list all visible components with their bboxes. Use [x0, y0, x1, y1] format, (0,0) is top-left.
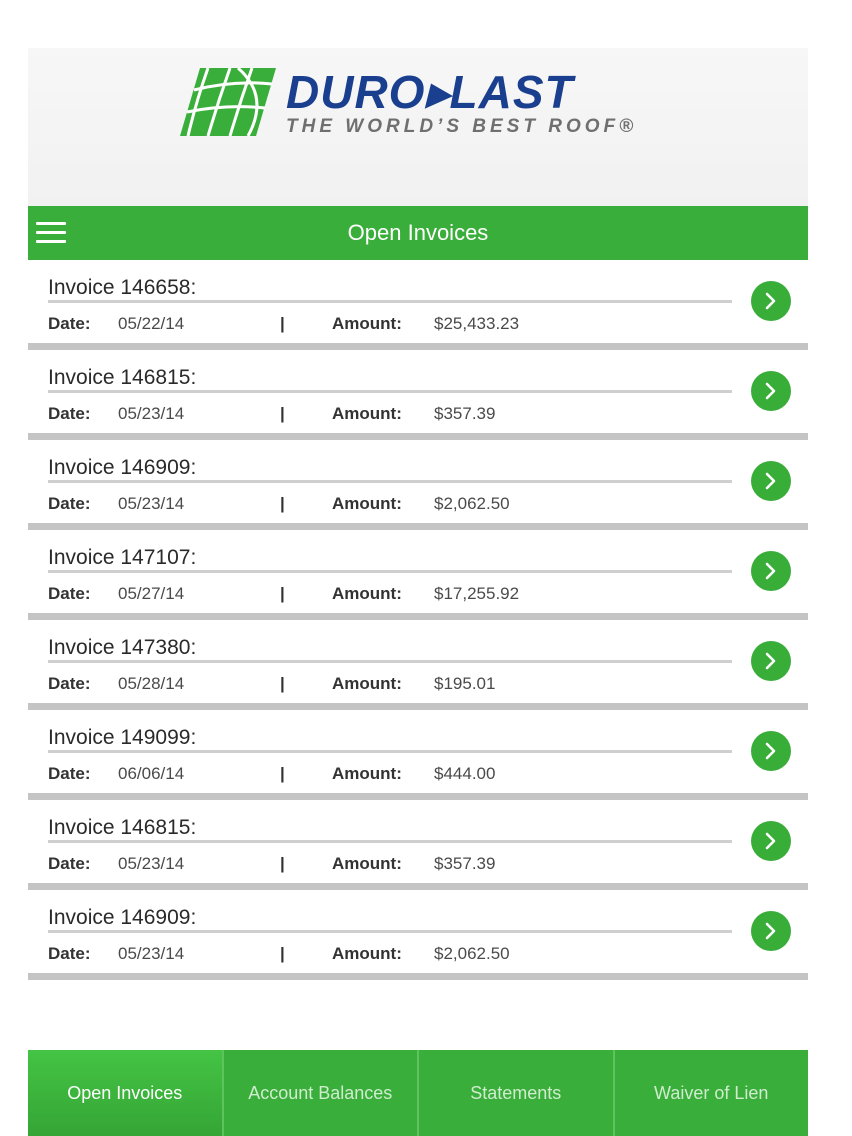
- date-label: Date:: [48, 314, 91, 333]
- separator: |: [280, 764, 285, 783]
- chevron-right-icon: [763, 472, 779, 490]
- duro-last-logo: [178, 64, 678, 140]
- amount-label: Amount:: [332, 854, 402, 873]
- separator: |: [280, 854, 285, 873]
- title-bar: [28, 206, 808, 260]
- chevron-right-icon: [763, 832, 779, 850]
- chevron-right-icon: [763, 742, 779, 760]
- logo-tagline: THE WORLD’S BEST ROOF®: [286, 116, 638, 137]
- open-invoice-button[interactable]: [751, 281, 791, 321]
- invoice-date: 06/06/14: [118, 764, 185, 783]
- open-invoice-button[interactable]: [751, 461, 791, 501]
- invoice-date: 05/23/14: [118, 404, 185, 423]
- invoice-row[interactable]: [28, 440, 808, 530]
- invoice-amount: $195.01: [434, 674, 496, 693]
- invoice-amount: $357.39: [434, 854, 496, 873]
- header: [28, 48, 808, 206]
- globe-logo-icon: [178, 66, 278, 138]
- open-invoice-button[interactable]: [751, 731, 791, 771]
- invoice-amount: $25,433.23: [434, 314, 520, 333]
- open-invoice-button[interactable]: [751, 371, 791, 411]
- open-invoice-button[interactable]: [751, 911, 791, 951]
- invoice-title: Invoice 147380:: [48, 636, 197, 659]
- invoice-amount: $2,062.50: [434, 944, 510, 963]
- invoice-row[interactable]: [28, 260, 808, 350]
- invoice-amount: $17,255.92: [434, 584, 520, 603]
- invoice-divider: [48, 390, 732, 393]
- date-label: Date:: [48, 944, 91, 963]
- invoice-row[interactable]: [28, 710, 808, 800]
- invoice-title: Invoice 147107:: [48, 546, 197, 569]
- invoice-title: Invoice 146909:: [48, 906, 197, 929]
- invoice-title: Invoice 146909:: [48, 456, 197, 479]
- chevron-right-icon: [763, 922, 779, 940]
- amount-label: Amount:: [332, 764, 402, 783]
- invoice-title: Invoice 146815:: [48, 816, 197, 839]
- invoice-date: 05/28/14: [118, 674, 185, 693]
- separator: |: [280, 314, 285, 333]
- invoice-date: 05/23/14: [118, 854, 185, 873]
- amount-label: Amount:: [332, 404, 402, 423]
- invoice-list: [28, 260, 808, 980]
- chevron-right-icon: [763, 382, 779, 400]
- tab-waiver-of-lien[interactable]: Waiver of Lien: [613, 1050, 809, 1136]
- separator: |: [280, 494, 285, 513]
- separator: |: [280, 584, 285, 603]
- invoice-divider: [48, 570, 732, 573]
- invoice-title: Invoice 146658:: [48, 276, 197, 299]
- app-screen: [28, 48, 808, 1136]
- date-label: Date:: [48, 404, 91, 423]
- page-title: Open Invoices: [347, 220, 489, 245]
- invoice-date: 05/23/14: [118, 944, 185, 963]
- open-invoice-button[interactable]: [751, 641, 791, 681]
- invoice-date: 05/22/14: [118, 314, 185, 333]
- invoice-row[interactable]: [28, 350, 808, 440]
- invoice-row[interactable]: [28, 890, 808, 980]
- invoice-divider: [48, 930, 732, 933]
- amount-label: Amount:: [332, 674, 402, 693]
- amount-label: Amount:: [332, 314, 402, 333]
- open-invoice-button[interactable]: [751, 551, 791, 591]
- invoice-amount: $2,062.50: [434, 494, 510, 513]
- date-label: Date:: [48, 584, 91, 603]
- amount-label: Amount:: [332, 584, 402, 603]
- invoice-row[interactable]: [28, 620, 808, 710]
- invoice-divider: [48, 300, 732, 303]
- invoice-amount: $444.00: [434, 764, 496, 783]
- tab-open-invoices[interactable]: Open Invoices: [28, 1050, 222, 1136]
- separator: |: [280, 404, 285, 423]
- invoice-divider: [48, 750, 732, 753]
- invoice-amount: $357.39: [434, 404, 496, 423]
- invoice-title: Invoice 146815:: [48, 366, 197, 389]
- amount-label: Amount:: [332, 944, 402, 963]
- separator: |: [280, 944, 285, 963]
- invoice-row[interactable]: [28, 530, 808, 620]
- invoice-divider: [48, 840, 732, 843]
- invoice-date: 05/27/14: [118, 584, 185, 603]
- chevron-right-icon: [763, 292, 779, 310]
- chevron-right-icon: [763, 652, 779, 670]
- invoice-row[interactable]: [28, 800, 808, 890]
- logo-wordmark: DURO▸LAST: [286, 66, 574, 118]
- date-label: Date:: [48, 674, 91, 693]
- open-invoice-button[interactable]: [751, 821, 791, 861]
- date-label: Date:: [48, 854, 91, 873]
- amount-label: Amount:: [332, 494, 402, 513]
- bottom-tab-bar: [28, 1050, 808, 1136]
- invoice-divider: [48, 660, 732, 663]
- date-label: Date:: [48, 494, 91, 513]
- invoice-divider: [48, 480, 732, 483]
- invoice-date: 05/23/14: [118, 494, 185, 513]
- tab-account-balances[interactable]: Account Balances: [222, 1050, 418, 1136]
- chevron-right-icon: [763, 562, 779, 580]
- date-label: Date:: [48, 764, 91, 783]
- tab-statements[interactable]: Statements: [417, 1050, 613, 1136]
- invoice-title: Invoice 149099:: [48, 726, 197, 749]
- separator: |: [280, 674, 285, 693]
